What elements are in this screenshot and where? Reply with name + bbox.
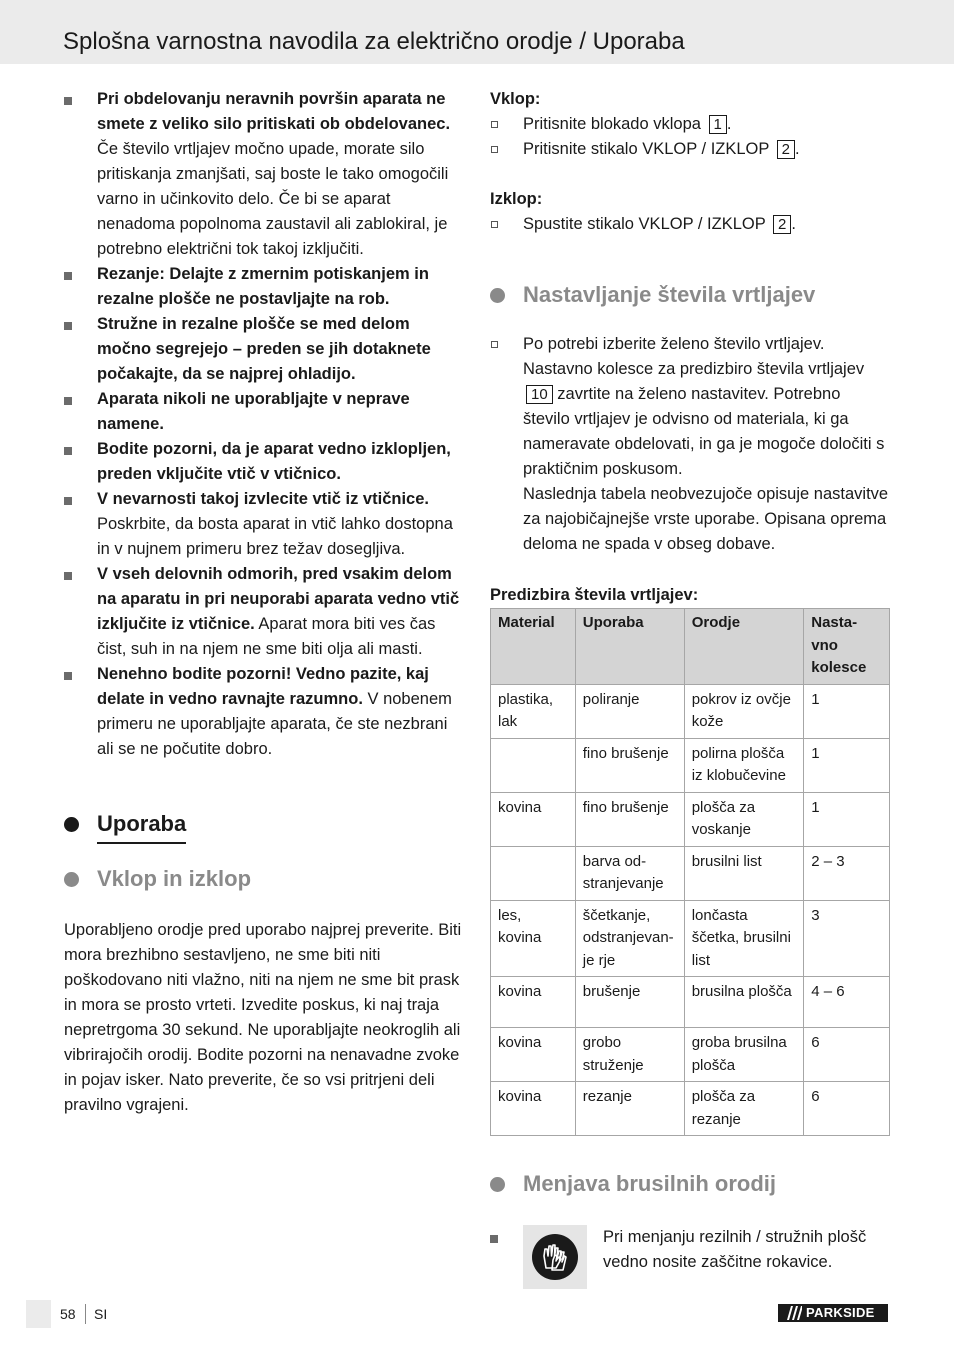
table-cell: 1 (804, 792, 890, 846)
bullet-square-icon (64, 322, 72, 330)
safety-item: V nevarnosti takoj izvlecite vtič iz vtičnice. Poskrbite, da bosta aparat in vtič lahko dostopna in v nujnem primeru brez težav dosegljiva. (64, 487, 464, 562)
safety-item: Bodite pozorni, da je aparat vedno izklopljen, preden vključite vtič v vtičnico. (64, 437, 464, 487)
table-cell: fino brušenje (575, 792, 684, 846)
table-cell: kovina (491, 1082, 576, 1136)
table-cell: kovina (491, 792, 576, 846)
heading-text: Menjava brusilnih orodij (523, 1171, 777, 1196)
step-item: Spustite stikalo VKLOP / IZKLOP 2 . (490, 212, 890, 237)
section-heading-vklop-izklop (64, 864, 464, 894)
table-cell: polirna plošča iz klobučevine (684, 738, 804, 792)
menjava-item (490, 1225, 890, 1295)
table-cell: poliranje (575, 684, 684, 738)
bullet-square-icon (64, 97, 72, 105)
section-heading-nastavljanje (490, 280, 890, 310)
safety-item: Aparata nikoli ne uporabljajte v neprave namene. (64, 387, 464, 437)
intro-paragraph: Uporabljeno orodje pred uporabo najprej preverite. Biti mora brezhibno sestavljeno, ne sme biti niti poškodovano niti vlažno, niti na njem ne sme bit prask in mora se prosto vrteti. Izvedite poskus, ki naj traja nepretrgoma 30 sekund. Ne uporabljajte neokroglih ali vibrirajočih orodij. Bodite pozorni na nenavadne zvoke in pojav isker. Nato preverite, če so vsi pritrjeni deli pravilno vgrajeni. (64, 921, 462, 1114)
bullet-square-icon (64, 497, 72, 505)
table-header-cell: Nasta-vno kolesce (804, 609, 890, 685)
table-cell: kovina (491, 977, 576, 1028)
table-row (491, 684, 890, 738)
safety-item: Stružne in rezalne plošče se med delom močno segrejejo – preden se jih dotaknete počakajte, da se najprej ohladijo. (64, 312, 464, 387)
table-cell: barva od-stranjevanje (575, 846, 684, 900)
part-number-badge: 2 (777, 140, 795, 159)
footer-divider (85, 1304, 86, 1324)
brand-logo: PARKSIDE (778, 1304, 888, 1322)
table-cell: 1 (804, 684, 890, 738)
table-header-cell: Orodje (684, 609, 804, 685)
table-cell: plošča za rezanje (684, 1082, 804, 1136)
table-cell: ščetkanje, odstranjevan-je rje (575, 900, 684, 977)
table-cell: 1 (804, 738, 890, 792)
izklop-steps (490, 212, 890, 237)
step-item: Pritisnite stikalo VKLOP / IZKLOP 2 . (490, 137, 890, 162)
part-number-badge: 10 (526, 385, 553, 404)
bullet-dot-icon (64, 817, 79, 832)
page-title: Splošna varnostna navodila za električno orodje / Uporaba (63, 28, 685, 55)
safety-item: V vseh delovnih odmorih, pred vsakim delom na aparatu in pri neuporabi aparata vedno vtič izključite iz vtičnice. Aparat mora biti ves čas čist, suh in na njem ne sme biti olja ali masti. (64, 562, 464, 662)
table-row (491, 1082, 890, 1136)
bullet-dot-icon (64, 872, 79, 887)
checkbox-icon (491, 341, 498, 348)
table-cell: 6 (804, 1028, 890, 1082)
bullet-square-icon (64, 572, 72, 580)
list-item: Po potrebi izberite želeno število vrtljajev. Nastavno kolesce za predizbiro števila vrtljajev10 zavrtite na želeno nastavitev. Potrebno število vrtljajev je odvisno od materiala, ki ga nameravate obdelovati, in ga je mogoče določiti s praktičnim poskusom. Naslednja tabela neobvezujoče opisuje nastavitve za najobičajnejše vrste uporabe. Opisana oprema deloma ne spada v obseg dobave. (490, 332, 890, 557)
table-cell: brusilni list (684, 846, 804, 900)
table-cell: groba brusilna plošča (684, 1028, 804, 1082)
table-row (491, 1028, 890, 1082)
table-cell: kovina (491, 1028, 576, 1082)
table-cell: pokrov iz ovčje kože (684, 684, 804, 738)
language-code: SI (94, 1306, 108, 1322)
menjava-text: Pri menjanju rezilnih / stružnih plošč vedno nosite zaščitne rokavice. (603, 1228, 867, 1271)
bullet-square-icon (64, 272, 72, 280)
safety-item: Pri obdelovanju neravnih površin aparata ne smete z veliko silo pritiskati ob obdelovanec. Če število vrtljajev močno upade, morate silo pritiskanja zmanjšati, saj boste le tako omogočili varno in učinkovito delo. Če bi se aparat nenadoma popolnoma zaustavil ali zablokiral, je potrebno električni tok takoj izključiti. (64, 87, 464, 262)
page-number: 58 (60, 1306, 76, 1322)
table-row (491, 977, 890, 1028)
bullet-square-icon (64, 447, 72, 455)
table-row (491, 792, 890, 846)
logo-stripes-icon (784, 1306, 802, 1320)
table-cell (491, 738, 576, 792)
safety-list (64, 87, 464, 762)
checkbox-icon (491, 146, 498, 153)
table-cell: 4 – 6 (804, 977, 890, 1028)
table-cell (491, 846, 576, 900)
heading-text: Vklop in izklop (97, 866, 252, 891)
checkbox-icon (491, 221, 498, 228)
table-header-cell: Material (491, 609, 576, 685)
table-cell: les, kovina (491, 900, 576, 977)
section-heading-uporaba (64, 809, 464, 844)
safety-item: Rezanje: Delajte z zmernim potiskanjem in rezalne plošče ne postavljajte na rob. (64, 262, 464, 312)
bullet-square-icon (490, 1235, 498, 1243)
table-cell: brušenje (575, 977, 684, 1028)
page-header (0, 0, 954, 64)
vklop-label: Vklop: (490, 90, 541, 108)
vklop-steps (490, 112, 890, 162)
bullet-dot-icon (490, 288, 505, 303)
table-row (491, 738, 890, 792)
table-row (491, 900, 890, 977)
step-item: Pritisnite blokado vklopa 1 . (490, 112, 890, 137)
section-heading-menjava (490, 1169, 890, 1199)
table-header-cell: Uporaba (575, 609, 684, 685)
left-column (64, 87, 464, 1118)
table-row (491, 846, 890, 900)
table-cell: plošča za voskanje (684, 792, 804, 846)
speed-table (490, 608, 890, 1136)
table-caption: Predizbira števila vrtljajev: (490, 586, 699, 604)
table-cell: lončasta ščetka, brusilni list (684, 900, 804, 977)
gloves-icon (523, 1225, 587, 1289)
table-cell: grobo struženje (575, 1028, 684, 1082)
heading-text: Nastavljanje števila vrtljajev (523, 282, 816, 307)
bullet-square-icon (64, 672, 72, 680)
right-column (490, 87, 890, 1295)
safety-item: Nenehno bodite pozorni! Vedno pazite, kaj delate in vedno ravnajte razumno. V nobenem primeru ne uporabljajte aparata, če ste nezbrani ali se ne počutite dobro. (64, 662, 464, 762)
table-cell: rezanje (575, 1082, 684, 1136)
footer-tab (26, 1300, 51, 1328)
table-cell: plastika, lak (491, 684, 576, 738)
table-cell: fino brušenje (575, 738, 684, 792)
part-number-badge: 2 (773, 215, 791, 234)
table-cell: 6 (804, 1082, 890, 1136)
bullet-square-icon (64, 397, 72, 405)
table-cell: brusilna plošča (684, 977, 804, 1028)
izklop-label: Izklop: (490, 190, 543, 208)
table-cell: 3 (804, 900, 890, 977)
part-number-badge: 1 (709, 115, 727, 134)
bullet-dot-icon (490, 1177, 505, 1192)
nastavljanje-list (490, 332, 890, 557)
heading-text: Uporaba (97, 811, 187, 836)
checkbox-icon (491, 121, 498, 128)
table-cell: 2 – 3 (804, 846, 890, 900)
